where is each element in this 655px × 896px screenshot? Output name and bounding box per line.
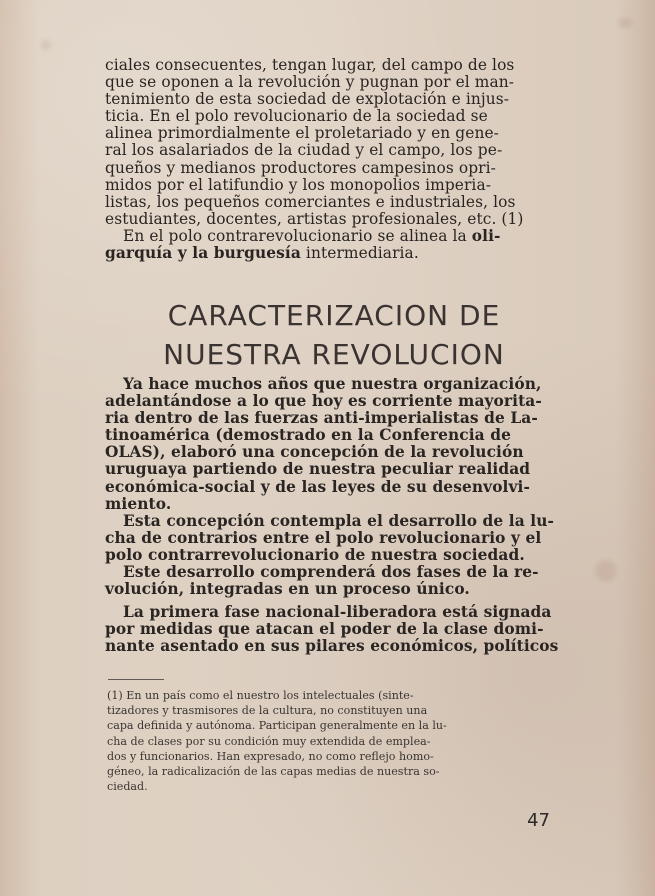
intermediary-text: intermediaria.	[300, 244, 419, 263]
paper-stain	[41, 40, 51, 50]
bold-paragraph-line: volución, integradas en un proceso único.	[105, 580, 470, 599]
top-paragraph	[105, 57, 563, 262]
bold-paragraph-line: cha de contrarios entre el polo revolucionario y el	[105, 528, 542, 547]
top-paragraph-line: listas, los pequeños comerciantes e industriales, los	[105, 192, 516, 211]
counterrevolution-line-2	[105, 245, 563, 262]
page-number: 47	[527, 810, 550, 831]
footnote-line: (1) En un país como el nuestro los intelectuales (sinte-	[107, 689, 414, 702]
bold-paragraph-line: Ya hace muchos años que nuestra organización,	[123, 375, 542, 393]
section-title	[105, 296, 563, 374]
footnote-line: ciedad.	[107, 780, 148, 794]
footnote-line: tizadores y trasmisores de la cultura, no constituyen una	[107, 704, 428, 718]
section-title-line-1: CARACTERIZACION DE	[167, 299, 501, 332]
bold-paragraph-line: por medidas que atacan el poder de la clase domi-	[105, 620, 544, 639]
bourgeoisie-text: garquía y la burguesía	[105, 244, 301, 263]
counterrevolution-line-1	[105, 228, 563, 245]
bold-paragraph-line: nante asentado en sus pilares económicos, políticos	[105, 637, 559, 656]
bold-paragraph-line: Esta concepción contempla el desarrollo de la lu-	[123, 511, 554, 530]
main-body-bold	[105, 376, 563, 656]
top-paragraph-line: ral los asalariados de la ciudad y el campo, los pe-	[105, 141, 503, 160]
bold-paragraph-line: miento.	[105, 494, 172, 513]
bold-paragraph-line: Este desarrollo comprenderá dos fases de la re-	[123, 563, 539, 582]
footnote	[107, 688, 563, 794]
top-paragraph-line: ciales consecuentes, tengan lugar, del campo de los	[105, 56, 515, 74]
top-paragraph-line: tenimiento de esta sociedad de explotación e injus-	[105, 90, 510, 109]
footnote-divider	[108, 679, 164, 680]
footnote-line: capa definida y autónoma. Participan generalmente en la lu-	[107, 719, 447, 733]
footnote-line: dos y funcionarios. Han expresado, no como reflejo homo-	[107, 749, 434, 763]
top-paragraph-line: ticia. En el polo revolucionario de la sociedad se	[105, 107, 488, 126]
top-paragraph-line: estudiantes, docentes, artistas profesionales, etc. (1)	[105, 209, 524, 228]
footnote-line: cha de clases por su condición muy extendida de emplea-	[107, 734, 431, 748]
paper-stain	[618, 18, 632, 28]
bold-paragraph-line: económica-social y de las leyes de su desenvolvi-	[105, 477, 530, 496]
footnote-line: géneo, la radicalización de las capas medias de nuestra so-	[107, 765, 440, 779]
counterrevolution-text: En el polo contrarevolucionario se alinea la	[123, 226, 472, 245]
bold-paragraph-line: polo contrarrevolucionario de nuestra sociedad.	[105, 545, 525, 564]
top-paragraph-line: alinea primordialmente el proletariado y en gene-	[105, 124, 499, 143]
bold-paragraph-line: uruguaya partiendo de nuestra peculiar realidad	[105, 460, 531, 479]
bold-paragraph-line: tinoamérica (demostrado en la Conferencia de	[105, 426, 511, 445]
section-title-line-2: NUESTRA REVOLUCION	[163, 338, 505, 371]
bold-paragraph-line: ria dentro de las fuerzas anti-imperialistas de La-	[105, 409, 538, 428]
bold-paragraph-line: adelantándose a lo que hoy es corriente mayorita-	[105, 392, 542, 411]
top-paragraph-line: que se oponen a la revolución y pugnan por el man-	[105, 73, 515, 92]
oligarchy-text: oli-	[471, 226, 501, 245]
top-paragraph-line: midos por el latifundio y los monopolios imperia-	[105, 175, 492, 194]
top-paragraph-line: queños y medianos productores campesinos opri-	[105, 158, 496, 177]
bold-paragraph-line: OLAS), elaboró una concepción de la revolución	[105, 443, 524, 462]
paper-stain	[595, 560, 617, 582]
bold-paragraph-line: La primera fase nacional-liberadora está signada	[123, 603, 552, 622]
